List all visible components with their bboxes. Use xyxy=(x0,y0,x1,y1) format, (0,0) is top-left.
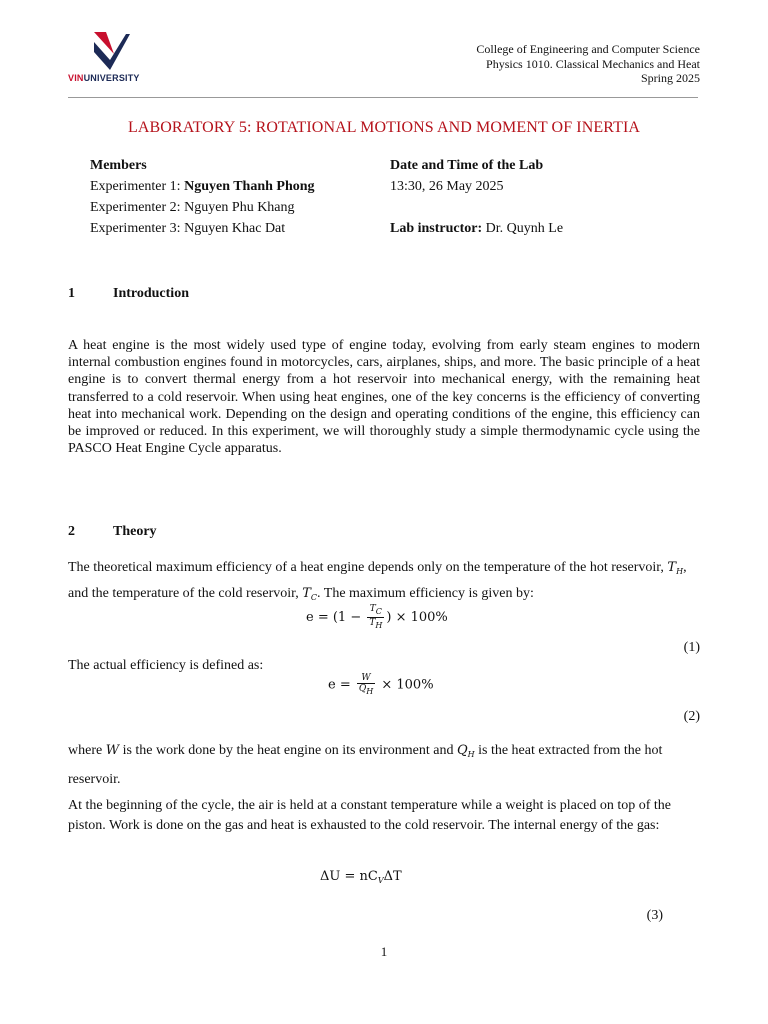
header-course: Physics 1010. Classical Mechanics and Heat xyxy=(486,56,700,71)
member-row: Experimenter 3: Nguyen Khac Dat xyxy=(90,221,286,236)
member-row: Experimenter 2: Nguyen Phu Khang xyxy=(90,200,295,215)
theory-paragraph-1: The theoretical maximum efficiency of a heat engine depends only on the temperature of the hot reservoir, $T_H$, and the temperature of the cold reservoir, $T_C$. The maximum efficiency is given by: xyxy=(68,560,687,602)
equation-2-number: (2) xyxy=(683,709,700,724)
theory-paragraph-3: where W is the work done by the heat engine on its environment and $Q_H$ is the heat extracted from the hot reservoir. xyxy=(68,743,663,787)
member-row: Experimenter 1: Nguyen Thanh Phong xyxy=(90,179,315,194)
lab-instructor: Lab instructor: Dr. Quynh Le xyxy=(390,221,564,236)
equation-3-number: (3) xyxy=(646,908,663,923)
logo-wordmark: VINUNIVERSITY xyxy=(68,73,140,83)
lab-time-heading: Date and Time of the Lab xyxy=(390,158,544,173)
header-term: Spring 2025 xyxy=(640,71,700,85)
header-divider xyxy=(68,97,698,98)
lab-time-value: 13:30, 26 May 2025 xyxy=(390,179,504,194)
section-heading-theory: 2 Theory xyxy=(68,524,157,539)
section-heading-introduction: 1 Introduction xyxy=(68,286,189,301)
theory-paragraph-4: At the beginning of the cycle, the air is held at a constant temperature while a weight is placed on top of the piston. Work is done on the gas and heat is exhausted to the cold reservoir. The internal energy of the gas: xyxy=(68,798,671,833)
theory-paragraph-2: The actual efficiency is defined as: xyxy=(68,658,264,673)
equation-2: e = $\frac{W}{Q_H}$ × 100% xyxy=(328,673,434,696)
course-header xyxy=(476,42,700,86)
members-heading: Members xyxy=(90,158,147,173)
equation-1: e = (1 − $\frac{T_C}{T_H}$ ) × 100% xyxy=(306,604,448,630)
equation-1-number: (1) xyxy=(683,640,700,655)
lab-info-block xyxy=(390,155,563,239)
page-number: 1 xyxy=(380,944,388,959)
members-block xyxy=(90,155,315,239)
introduction-paragraph: A heat engine is the most widely used type of engine today, evolving from early steam engines to modern internal combustion engines found in motorcycles, cars, airplanes, ships, and more. The basic principle of a heat engine is to convert thermal energy from a hot reservoir into mechanical energy, with the remaining heat transferred to a cold reservoir. When using heat engines, one of the key concerns is the efficiency of converting heat into mechanical work. Depending on the design and operating conditions of the engine, this efficiency can be improved or reduced. In this experiment, we will thoroughly study a simple thermodynamic cycle using the PASCO Heat Engine Cycle apparatus. xyxy=(68,338,700,457)
equation-3: $\Delta U = nC_V\Delta T$ xyxy=(320,869,402,885)
lab-title: LABORATORY 5: ROTATIONAL MOTIONS AND MOMENT OF INERTIA xyxy=(127,119,641,136)
header-college: College of Engineering and Computer Science xyxy=(476,42,700,56)
logo-navy-chevron xyxy=(94,34,130,70)
